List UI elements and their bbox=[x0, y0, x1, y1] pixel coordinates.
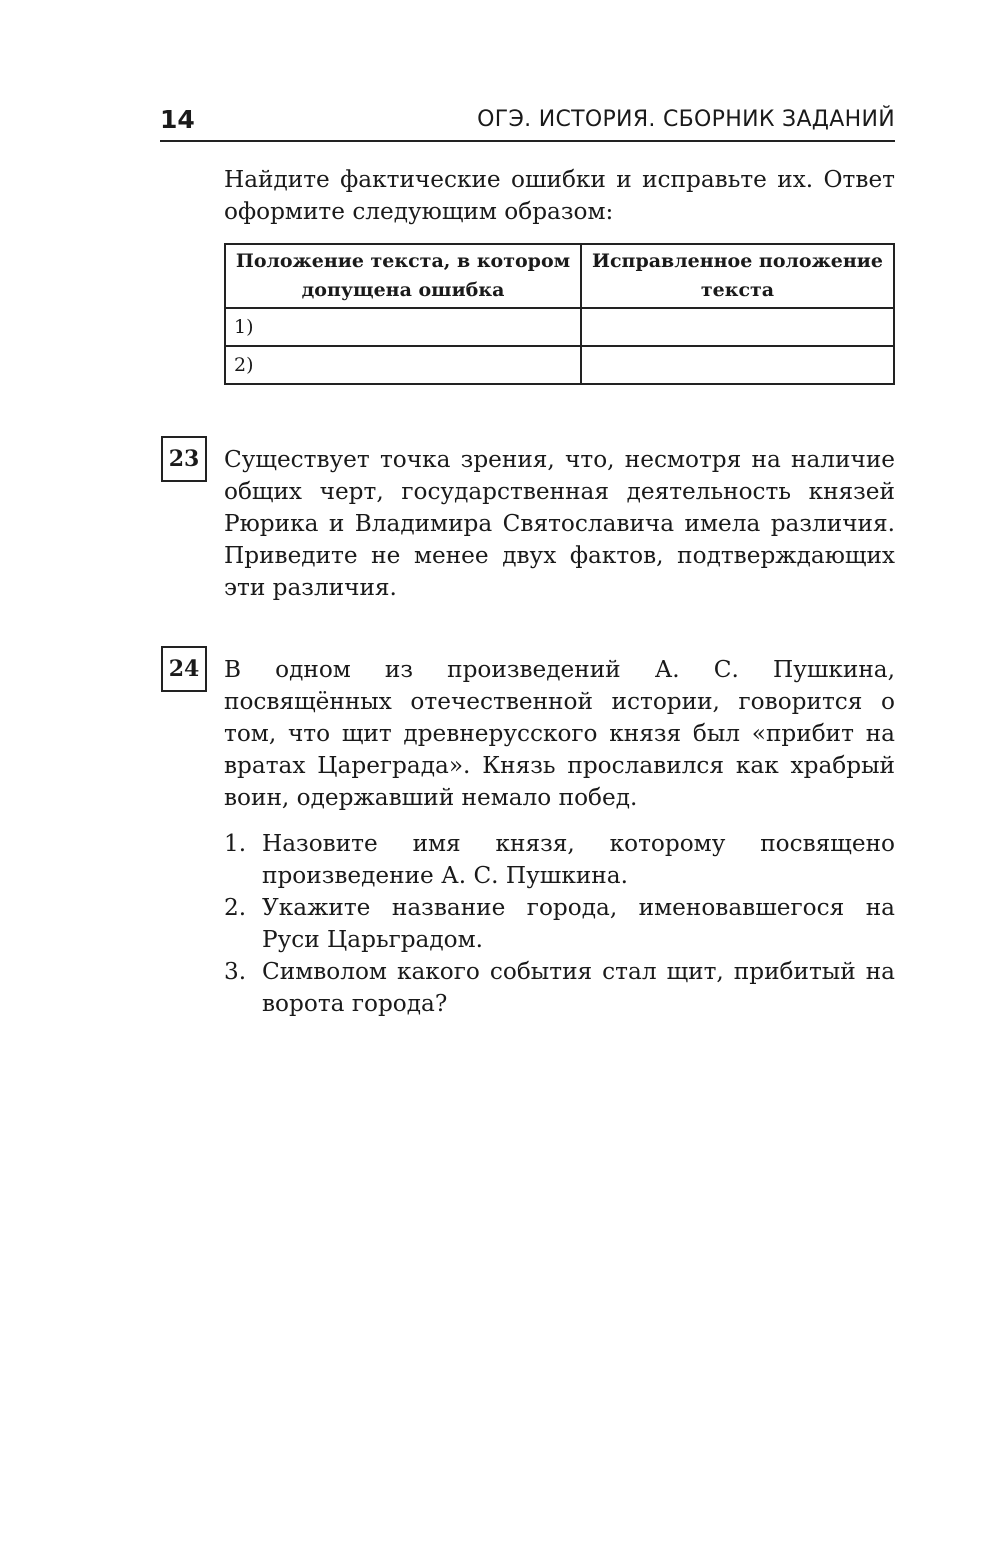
task-24-questions bbox=[224, 828, 895, 1020]
question-text: Назовите имя князя, которому посвящено произведение А. С. Пушкина. bbox=[262, 830, 895, 889]
table-header-error-position: Положение текста, в котором допущена ошибка bbox=[225, 244, 581, 308]
table-header-corrected-position: Исправленное положение текста bbox=[581, 244, 894, 308]
page-header bbox=[160, 104, 895, 142]
table-cell-answer bbox=[581, 346, 894, 384]
question-item bbox=[224, 828, 895, 892]
table-cell-row-label: 1) bbox=[225, 308, 581, 346]
question-number: 2. bbox=[224, 894, 247, 921]
answer-table bbox=[224, 243, 895, 385]
table-cell-row-label: 2) bbox=[225, 346, 581, 384]
question-text: Укажите название города, именовавшегося на Руси Царьградом. bbox=[262, 894, 895, 953]
table-row bbox=[225, 346, 894, 384]
question-number: 1. bbox=[224, 830, 247, 857]
task-24-text: В одном из произведений А. С. Пушкина, посвящённых отечественной истории, говорится о том, что щит древнерусского князя был «прибит на вратах Цареграда». Князь прославился как храбрый воин, одержавший немало побед. bbox=[224, 656, 895, 811]
table-row bbox=[225, 308, 894, 346]
table-header-row bbox=[225, 244, 894, 308]
page-number: 14 bbox=[160, 105, 195, 134]
intro-instruction: Найдите фактические ошибки и исправьте их. Ответ оформите следующим образом: bbox=[224, 166, 895, 225]
question-item bbox=[224, 892, 895, 956]
running-title: ОГЭ. ИСТОРИЯ. СБОРНИК ЗАДАНИЙ bbox=[477, 107, 895, 132]
task-23-text: Существует точка зрения, что, несмотря на наличие общих черт, государственная деятельность князей Рюрика и Владимира Святославича имела различия. Приведите не менее двух фактов, подтверждающих эти различия. bbox=[224, 446, 895, 601]
table-cell-answer bbox=[581, 308, 894, 346]
question-item bbox=[224, 956, 895, 1020]
task-number-box: 24 bbox=[161, 646, 207, 692]
question-text: Символом какого события стал щит, прибитый на ворота города? bbox=[262, 958, 895, 1017]
question-number: 3. bbox=[224, 958, 247, 985]
task-number-box: 23 bbox=[161, 436, 207, 482]
